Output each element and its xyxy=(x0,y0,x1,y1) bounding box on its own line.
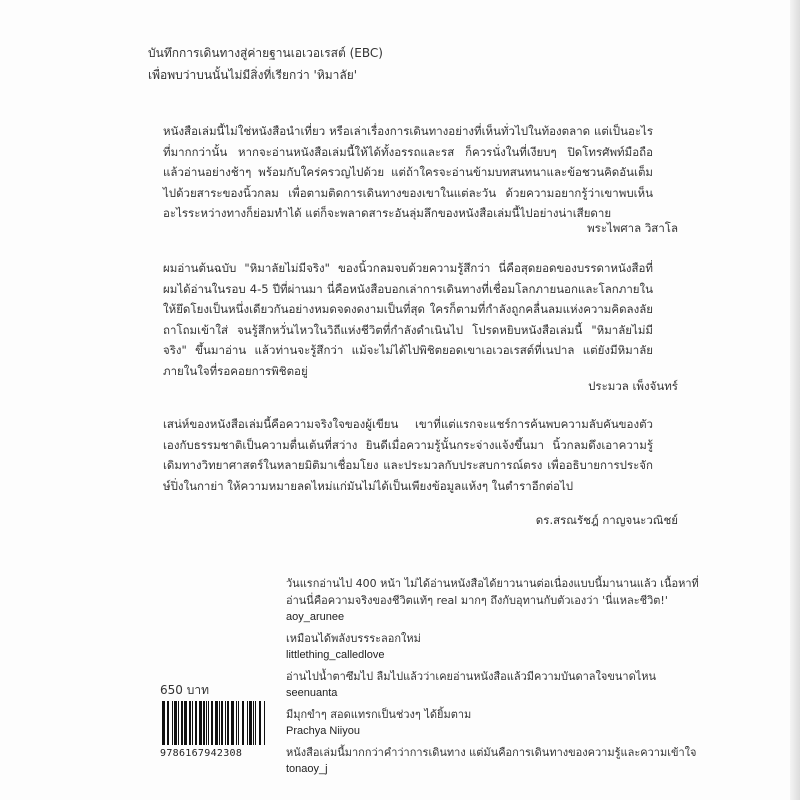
comment-text: เหมือนได้พลังบรรระลอกใหม่ xyxy=(286,632,421,645)
reader-comments xyxy=(286,575,706,782)
review-author-2: ประมวล เพ็งจันทร์ xyxy=(588,379,678,393)
page-edge xyxy=(790,0,800,800)
review-text: หนังสือเล่มนี้ไม่ใช่หนังสือนำเที่ยว หรือเล่าเรื่องการเดินทางอย่างที่เห็นทั่วไปในท้องตลาด แต่เป็นอะไรที่มากกว่านั้น หากจะอ่านหนังสือเล่มนี้ให้ได้ทั้งอรรถและรส ก็ควรนั่งในที่เงียบๆ ปิดโทรศัพท์มือถือ แล้วอ่านอย่างช้าๆ พร้อมกับใคร่ครวญไปด้วย แต่ถ้าใครจะอ่านข้ามบทสนทนาและข้อชวนคิดอันเต็มไปด้วยสาระของนิ้วกลม เพื่อตามติดการเดินทางของเขาในแต่ละวัน ด้วยความอยากรู้ว่าเขาพบเห็นอะไรระหว่างทางก็ย่อมทำได้ แต่ก็จะพลาดสาระอันลุ่มลึกของหนังสือเล่มนี้ไปอย่างน่าเสียดาย xyxy=(163,124,653,220)
review-text: เสน่ห์ของหนังสือเล่มนี้คือความจริงใจของผู้เขียน เขาที่แต่แรกจะแชร์การค้นพบความลับคันของตัวเองกับธรรมชาติเป็นความตื่นเต้นที่สว่าง ยินดีเมื่อความรู้นั้นกระจ่างแจ้งขึ้นมา นิ้วกลมดึงเอาความรู้เดิมทางวิทยาศาสตร์ในหลายมิติมาเชื่อมโยง และประมวลกับประสบการณ์ตรง เพื่ออธิบายการประจักษ์ปิ่งในกาย่า ให้ความหมายลดไหม่แก่มันไม่ได้เป็นเพียงข้อมูลแห้งๆ ในตำราอีกต่อไป xyxy=(163,417,653,493)
comment-handle: seenuanta xyxy=(286,687,338,699)
comment-item xyxy=(286,630,706,664)
comment-item xyxy=(286,668,706,702)
barcode-icon xyxy=(160,701,270,745)
comment-handle: littlething_calledlove xyxy=(286,649,385,661)
comment-text: วันแรกอ่านไป 400 หน้า ไม่ได้อ่านหนังสือได้ยาวนานต่อเนื่องแบบนี้มานานแล้ว เนื้อหาที่อ่านนี่คือความจริงของชีวิตแท้ๆ real มากๆ ถึงกับอุทานกับตัวเองว่า 'นี่แหละชีวิต!' xyxy=(286,577,699,607)
price-label: 650 บาท xyxy=(160,683,209,697)
subtitle-line-2: เพื่อพบว่าบนนั้นไม่มีสิ่งที่เรียกว่า 'หิมาลัย' xyxy=(148,68,358,82)
book-subtitle xyxy=(148,42,668,86)
review-2 xyxy=(163,258,653,381)
comment-handle: Prachya Niiyou xyxy=(286,725,360,737)
comment-handle: aoy_arunee xyxy=(286,611,345,623)
comment-item xyxy=(286,744,706,778)
review-1 xyxy=(163,121,653,224)
comment-handle: tonaoy_j xyxy=(286,763,328,775)
comment-item xyxy=(286,575,706,626)
review-author-1: พระไพศาล วิสาโล xyxy=(587,221,678,235)
review-author-3: ดร.สรณรัชฎ์ กาญจนะวณิชย์ xyxy=(535,513,678,527)
review-3 xyxy=(163,414,653,496)
comment-text: อ่านไปน้ำตาซึมไป ลืมไปแล้วว่าเคยอ่านหนังสือแล้วมีความบันดาลใจขนาดไหน xyxy=(286,670,657,683)
subtitle-line-1: บันทึกการเดินทางสู่ค่ายฐานเอเวอเรสต์ (EBC) xyxy=(148,46,383,60)
isbn-number: 9786167942308 xyxy=(160,748,243,759)
review-text: ผมอ่านต้นฉบับ "หิมาลัยไม่มีจริง" ของนิ้วกลมจบด้วยความรู้สึกว่า นี่คือสุดยอดของบรรดาหนังสือที่ผมได้อ่านในรอบ 4-5 ปีที่ผ่านมา นี่คือหนังสือบอกเล่าการเดินทางที่เชื่อมโลกภายนอกและโลกภายใน ให้ยึดโยงเป็นหนึ่งเดียวกันอย่างหมดจดงดงามเป็นที่สุด ใครก็ตามที่กำลังถูกคลื่นลมแห่งความคิดลงลัยถาโถมเข้าใส่ จนรู้สึกหวั่นไหวในวิถีแห่งชีวิตที่กำลังดำเนินไป โปรดหยิบหนังสือเล่มนี้ "หิมาลัยไม่มีจริง" ขึ้นมาอ่าน แล้วท่านจะรู้สึกว่า แม้จะไม่ได้ไปพิชิตยอดเขาเอเวอเรสต์ที่เนปาล แต่ยังมีหิมาลัยภายในใจที่รอคอยการพิชิตอยู่ xyxy=(163,261,653,378)
comment-text: มีมุกขำๆ สอดแทรกเป็นช่วงๆ ได้ยิ้มตาม xyxy=(286,708,472,721)
comment-item xyxy=(286,706,706,740)
comment-text: หนังสือเล่มนี้มากกว่าคำว่าการเดินทาง แต่มันคือการเดินทางของความรู้และความเข้าใจ xyxy=(286,746,697,759)
